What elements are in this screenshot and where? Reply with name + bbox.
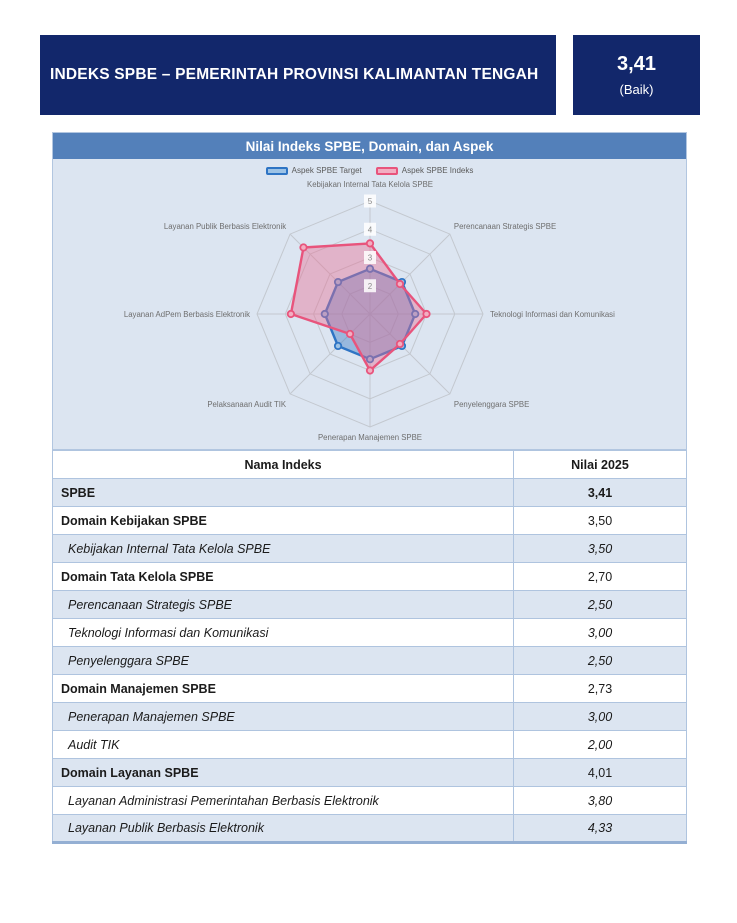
overall-score-value: 3,41: [617, 53, 656, 75]
chart-legend: [53, 166, 686, 175]
index-name-cell: Penerapan Manajemen SPBE: [53, 703, 514, 731]
target-series-swatch-icon: [266, 167, 288, 175]
data-point-marker: [367, 240, 373, 246]
indeks-series-swatch-icon: [376, 167, 398, 175]
index-value-cell: 4,01: [514, 759, 687, 787]
index-value-cell: 3,00: [514, 619, 687, 647]
legend-label-target: Aspek SPBE Target: [291, 166, 362, 175]
radar-chart: [53, 159, 686, 449]
svg-text:4: 4: [367, 225, 373, 235]
index-value-cell: 3,50: [514, 507, 687, 535]
data-point-marker: [397, 281, 403, 287]
data-point-marker: [423, 311, 429, 317]
index-name-cell: Domain Manajemen SPBE: [53, 675, 514, 703]
column-header-nama-indeks: Nama Indeks: [53, 451, 514, 479]
index-value-cell: 2,50: [514, 591, 687, 619]
table-row: [53, 507, 687, 535]
axis-label: Penerapan Manajemen SPBE: [317, 433, 423, 442]
index-name-cell: Domain Layanan SPBE: [53, 759, 514, 787]
overall-score-box: [573, 35, 700, 115]
svg-text:2: 2: [367, 281, 373, 291]
index-value-cell: 2,00: [514, 731, 687, 759]
table-row: [53, 591, 687, 619]
index-value-cell: 2,50: [514, 647, 687, 675]
index-value-cell: 4,33: [514, 815, 687, 843]
table-row: [53, 703, 687, 731]
index-value-cell: 2,73: [514, 675, 687, 703]
index-name-cell: Layanan Publik Berbasis Elektronik: [53, 815, 514, 843]
index-name-cell: Penyelenggara SPBE: [53, 647, 514, 675]
legend-label-indeks: Aspek SPBE Indeks: [401, 166, 474, 175]
table-row: [53, 675, 687, 703]
data-point-marker: [397, 341, 403, 347]
index-name-cell: Layanan Administrasi Pemerintahan Berbasis Elektronik: [53, 787, 514, 815]
table-row: [53, 647, 687, 675]
page-title: INDEKS SPBE – PEMERINTAH PROVINSI KALIMANTAN TENGAH: [50, 65, 539, 83]
index-value-cell: 3,50: [514, 535, 687, 563]
axis-label: Layanan AdPem Berbasis Elektronik: [123, 310, 250, 319]
report-header: [40, 35, 700, 115]
index-name-cell: Perencanaan Strategis SPBE: [53, 591, 514, 619]
axis-label: Pelaksanaan Audit TIK: [207, 399, 287, 409]
index-name-cell: Domain Kebijakan SPBE: [53, 507, 514, 535]
chart-title: Nilai Indeks SPBE, Domain, dan Aspek: [53, 133, 686, 159]
table-row: [53, 759, 687, 787]
radar-chart-svg: [53, 159, 688, 449]
overall-score-category: (Baik): [619, 82, 654, 97]
table-header-row: [53, 451, 687, 479]
legend-item-target[interactable]: [266, 166, 362, 175]
svg-text:3: 3: [367, 253, 373, 263]
series-Aspek SPBE Indeks: [291, 243, 427, 370]
index-name-cell: Domain Tata Kelola SPBE: [53, 563, 514, 591]
index-name-cell: SPBE: [53, 479, 514, 507]
axis-label: Layanan Publik Berbasis Elektronik: [163, 222, 287, 232]
data-point-marker: [288, 311, 294, 317]
data-point-marker: [335, 343, 341, 349]
axis-label: Kebijakan Internal Tata Kelola SPBE: [307, 180, 433, 189]
radar-chart-panel: [52, 132, 687, 450]
index-value-cell: 3,41: [514, 479, 687, 507]
index-name-cell: Audit TIK: [53, 731, 514, 759]
column-header-nilai-2025: Nilai 2025: [514, 451, 687, 479]
svg-text:5: 5: [367, 197, 373, 206]
table-row: [53, 787, 687, 815]
index-value-cell: 2,70: [514, 563, 687, 591]
data-point-marker: [347, 331, 353, 337]
table-row: [53, 619, 687, 647]
index-value-cell: 3,80: [514, 787, 687, 815]
table-row: [53, 479, 687, 507]
index-name-cell: Kebijakan Internal Tata Kelola SPBE: [53, 535, 514, 563]
table-row: [53, 563, 687, 591]
data-point-marker: [300, 244, 306, 250]
index-value-cell: 3,00: [514, 703, 687, 731]
legend-item-indeks[interactable]: [376, 166, 474, 175]
data-point-marker: [367, 367, 373, 373]
axis-label: Teknologi Informasi dan Komunikasi: [490, 310, 615, 319]
table-row: [53, 731, 687, 759]
axis-label: Penyelenggara SPBE: [453, 399, 530, 409]
table-row: [53, 535, 687, 563]
index-values-table: [52, 450, 687, 844]
report-title-box: [40, 35, 556, 115]
index-name-cell: Teknologi Informasi dan Komunikasi: [53, 619, 514, 647]
table-row: [53, 815, 687, 843]
axis-label: Perencanaan Strategis SPBE: [453, 222, 557, 232]
